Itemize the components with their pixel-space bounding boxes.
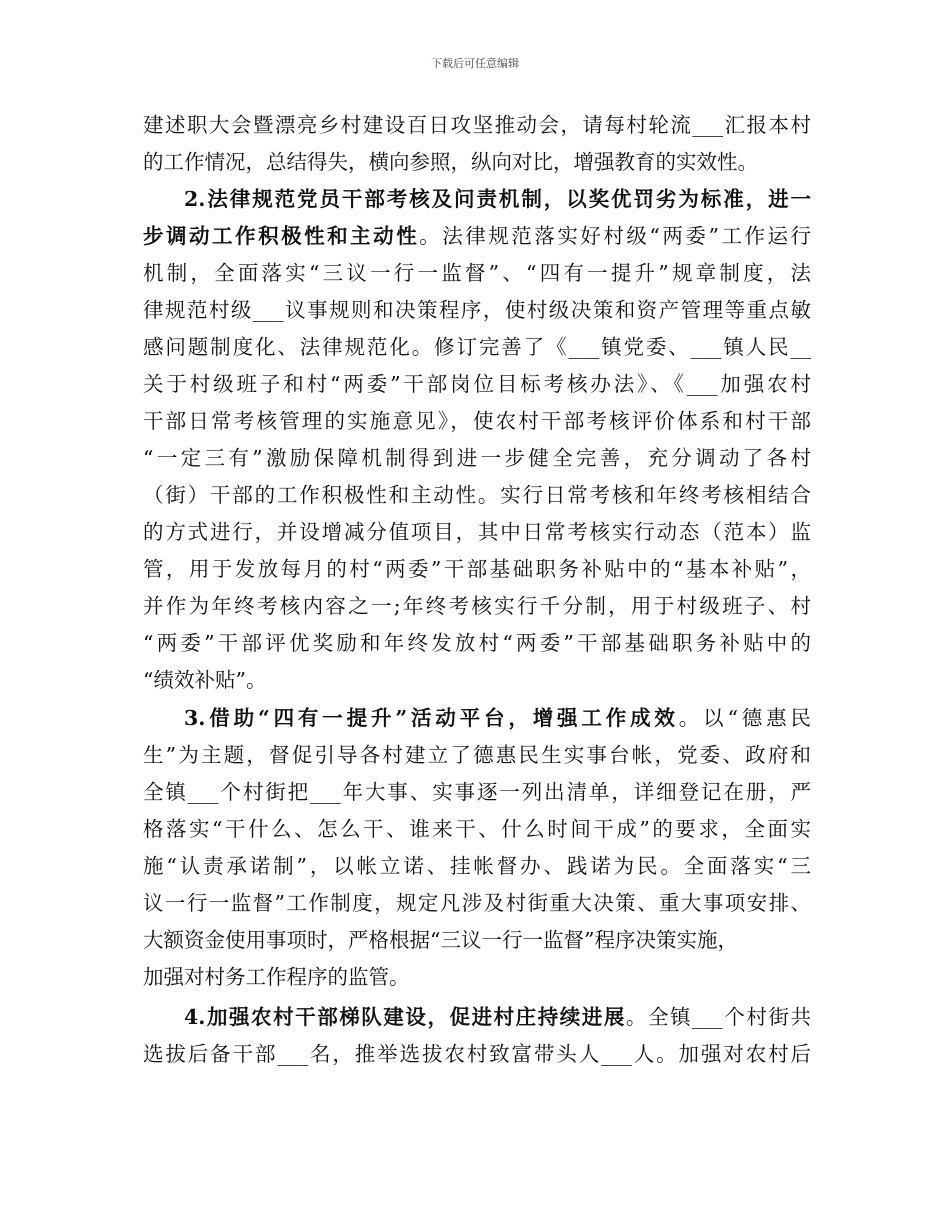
text-segment: 加强对村务工作程序的监管。 [143,965,410,989]
text-segment: 管，用于发放每月的村“两委”干部基础职务补贴中的“基本补贴”， [143,557,811,581]
text-line [143,886,811,920]
text-line [143,663,811,697]
section-heading-line [184,701,811,735]
text-line [143,1037,811,1071]
text-segment: 。法律规范落实好村级“两委”工作运行 [419,224,811,248]
text-line [143,404,811,438]
text-segment: 全镇___个村街把___年大事、实事逐一列出清单，详细登记在册，严 [143,780,811,804]
text-line [143,441,811,475]
text-segment: 干部日常考核管理的实施意见》，使农村干部考核评价体系和村干部 [143,409,811,433]
text-segment: “两委”干部评优奖励和年终发放村“两委”干部基础职务补贴中的 [143,631,811,655]
text-line [143,478,811,512]
text-line [143,293,811,327]
bold-heading: 3.借助“四有一提升”活动平台，增强工作成效 [184,706,679,730]
page-header: 下载后可任意编辑 [431,57,519,70]
text-segment: 大额资金使用事项时，严格根据“三议一行一监督”程序决策实施， [143,928,738,952]
text-line [143,960,811,994]
text-line [143,515,811,549]
text-line [143,738,811,772]
text-segment: 议一行一监督”工作制度，规定凡涉及村街重大决策、重大事项安排、 [143,891,811,915]
text-line [143,812,811,846]
text-line [143,923,811,957]
text-line [143,330,811,364]
text-segment: 机制，全面落实“三议一行一监督”、“四有一提升”规章制度，法 [143,261,811,285]
bold-heading: 2.法律规范党员干部考核及问责机制，以奖优罚劣为标准，进一 [184,187,811,211]
text-line [143,108,811,142]
text-line [143,256,811,290]
text-segment: “绩效补贴”。 [143,668,267,692]
text-line [143,145,811,179]
text-segment: 选拔后备干部___名，推举选拔农村致富带头人___人。加强对农村后 [143,1042,811,1066]
text-segment: 。全镇___个村街共 [625,1005,811,1029]
text-segment: （街）干部的工作积极性和主动性。实行日常考核和年终考核相结合 [143,483,811,507]
text-segment: 律规范村级___议事规则和决策程序，使村级决策和资产管理等重点敏 [143,298,811,322]
text-segment: 并作为年终考核内容之一;年终考核实行千分制，用于村级班子、村 [143,594,811,618]
text-segment: 感问题制度化、法律规范化。修订完善了《___镇党委、___镇人民__ [143,335,811,359]
text-segment: 的方式进行，并设增减分值项目，其中日常考核实行动态（范本）监 [143,520,811,544]
text-segment: 建述职大会暨漂亮乡村建设百日攻坚推动会，请每村轮流___汇报本村 [143,113,811,137]
text-segment: 格落实“干什么、怎么干、谁来干、什么时间干成”的要求，全面实 [143,817,811,841]
text-segment: “一定三有”激励保障机制得到进一步健全完善，充分调动了各村 [143,446,811,470]
bold-heading: 4.加强农村干部梯队建设，促进村庄持续进展 [184,1005,626,1029]
bold-heading: 步调动工作积极性和主动性 [143,224,420,248]
text-line [143,219,811,253]
text-line [143,552,811,586]
text-line [143,775,811,809]
text-segment: 施“认责承诺制”，以帐立诺、挂帐督办、践诺为民。全面落实“三 [143,854,811,878]
text-segment: 生”为主题，督促引导各村建立了德惠民生实事台帐，党委、政府和 [143,743,811,767]
text-segment: 的工作情况，总结得失，横向参照，纵向对比，增强教育的实效性。 [143,150,758,174]
text-line [143,849,811,883]
section-heading-line [184,1000,811,1034]
text-line [143,626,811,660]
text-line [143,589,811,623]
section-heading-line [184,182,811,216]
text-segment: 关于村级班子和村“两委”干部岗位目标考核办法》、《___加强农村 [143,372,811,396]
text-line [143,367,811,401]
text-segment: 。以“德惠民 [678,706,811,730]
